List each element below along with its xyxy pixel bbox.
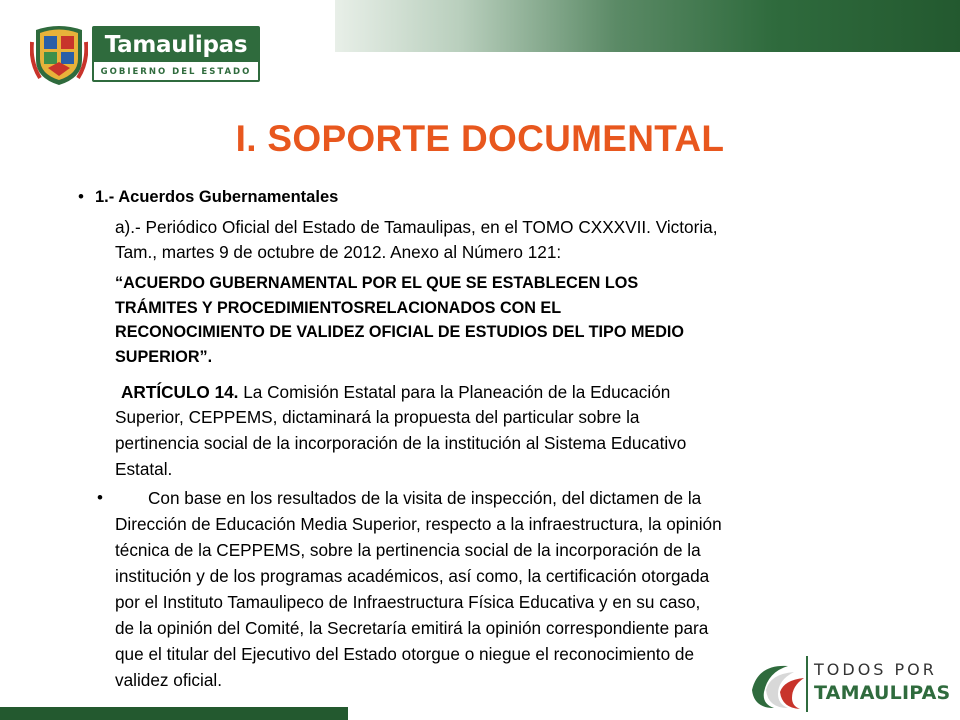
article-label: ARTÍCULO 14. <box>121 382 239 402</box>
section-heading: 1.- Acuerdos Gubernamentales <box>95 188 339 206</box>
article-line <box>121 381 670 403</box>
paragraph-line: validez oficial. <box>115 670 222 690</box>
article-line: Superior, CEPPEMS, dictaminará la propuesta del particular sobre la <box>115 407 640 427</box>
paragraph-line: que el titular del Ejecutivo del Estado otorgue o niegue el reconocimiento de <box>115 644 695 664</box>
agreement-title-line: RECONOCIMIENTO DE VALIDEZ OFICIAL DE ESTUDIOS DEL TIPO MEDIO <box>115 323 685 341</box>
footer-band <box>0 707 348 720</box>
slogan-line1: TODOS POR <box>814 660 937 679</box>
slogan-line2: TAMAULIPAS <box>814 682 951 704</box>
paragraph-line: técnica de la CEPPEMS, sobre la pertinencia social de la incorporación de la <box>115 540 701 560</box>
paragraph-line: de la opinión del Comité, la Secretaría emitirá la opinión correspondiente para <box>115 618 709 638</box>
logo-divider <box>806 656 808 712</box>
coat-of-arms-icon <box>30 22 88 86</box>
bullet-marker: • <box>97 488 103 507</box>
paragraph-line: Con base en los resultados de la visita de inspección, del dictamen de la <box>148 488 702 508</box>
swoosh-icon <box>748 660 806 710</box>
header-band-gradient <box>335 0 960 52</box>
paragraph-line: Dirección de Educación Media Superior, respecto a la infraestructura, la opinión <box>115 514 722 534</box>
logo-subtitle: GOBIERNO DEL ESTADO <box>100 67 252 77</box>
article-line: pertinencia social de la incorporación de la institución al Sistema Educativo <box>115 433 687 453</box>
agreement-title-line: TRÁMITES Y PROCEDIMIENTOSRELACIONADOS CON EL <box>115 299 562 317</box>
logo-wordmark <box>92 26 260 82</box>
paragraph-a-line: Tam., martes 9 de octubre de 2012. Anexo al Número 121: <box>115 242 562 262</box>
logo-name: Tamaulipas <box>94 28 258 62</box>
page-title: I. SOPORTE DOCUMENTAL <box>235 118 725 159</box>
paragraph-line: por el Instituto Tamaulipeco de Infraestructura Física Educativa y en su caso, <box>115 592 701 612</box>
paragraph-a-line: a).- Periódico Oficial del Estado de Tamaulipas, en el TOMO CXXXVII. Victoria, <box>115 217 718 237</box>
paragraph-line: institución y de los programas académicos, así como, la certificación otorgada <box>115 566 710 586</box>
tamaulipas-logo <box>30 22 260 86</box>
article-text: La Comisión Estatal para la Planeación de la Educación <box>238 382 671 402</box>
agreement-title-line: “ACUERDO GUBERNAMENTAL POR EL QUE SE ESTABLECEN LOS <box>115 274 639 292</box>
agreement-title-line: SUPERIOR”. <box>115 348 213 366</box>
todos-por-tamaulipas-logo <box>748 656 951 712</box>
bullet-marker: • <box>78 187 84 206</box>
article-line: Estatal. <box>115 459 173 479</box>
